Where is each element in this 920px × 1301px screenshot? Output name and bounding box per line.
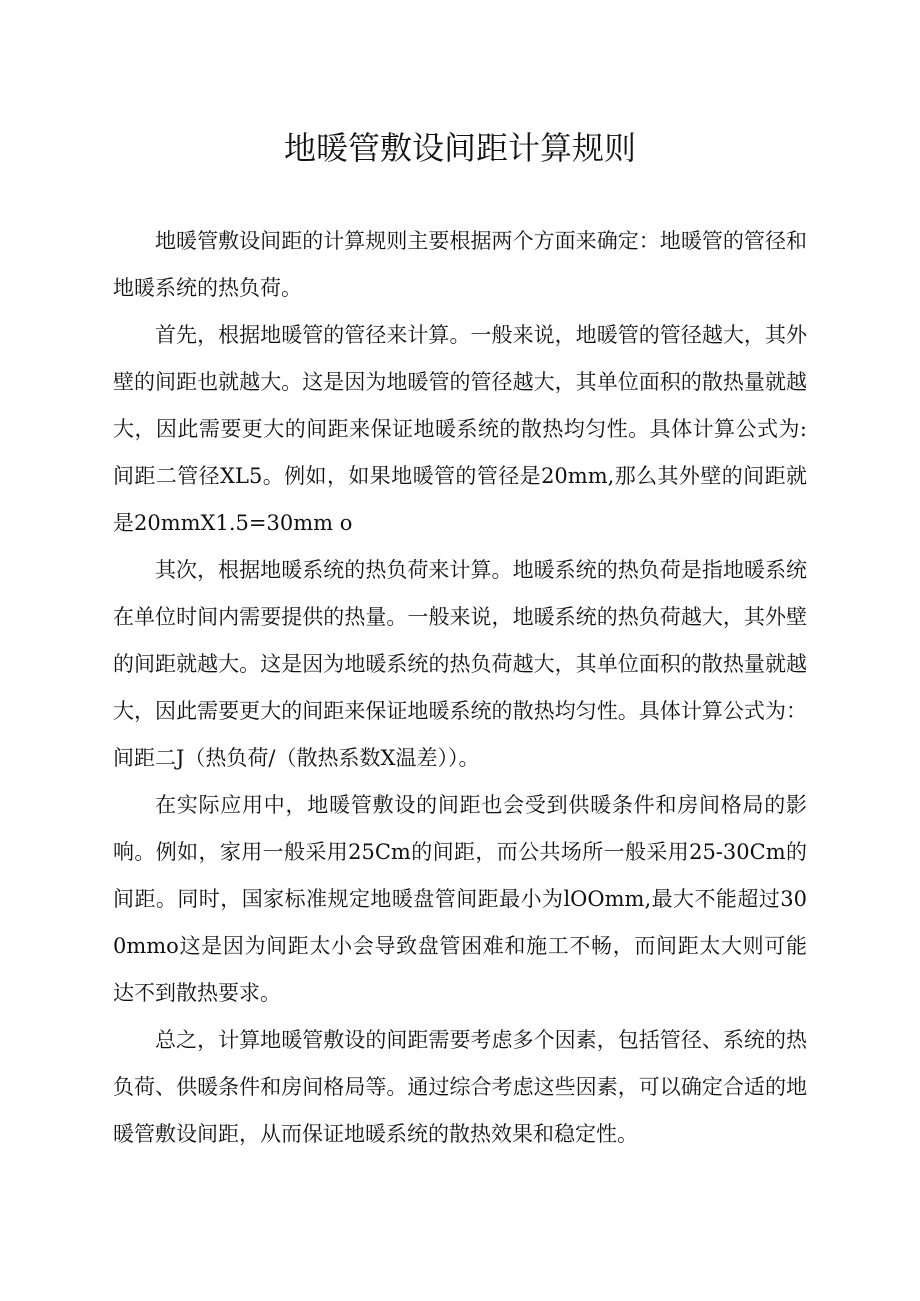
paragraph-pipe-diameter: 首先，根据地暖管的管径来计算。一般来说，地暖管的管径越大，其外壁的间距也就越大。这是因为地暖管的管径越大，其单位面积的散热量就越大，因此需要更大的间距来保证地暖系统的散热均匀性。具体计算公式为:间距二管径XL5。例如，如果地暖管的管径是20mm,那么其外壁的间距就是20mmX1.5=30mm o [113, 323, 807, 535]
document-title: 地暖管敷设间距计算规则 [283, 129, 636, 167]
paragraph-conclusion: 总之，计算地暖管敷设的间距需要考虑多个因素，包括管径、系统的热负荷、供暖条件和房间格局等。通过综合考虑这些因素，可以确定合适的地暖管敷设间距，从而保证地暖系统的散热效果和稳定性。 [113, 1028, 807, 1146]
paragraph-intro: 地暖管敷设间距的计算规则主要根据两个方面来确定：地暖管的管径和地暖系统的热负荷。 [113, 229, 807, 300]
paragraph-practical-application: 在实际应用中，地暖管敷设的间距也会受到供暖条件和房间格局的影响。例如，家用一般采用25Cm的间距，而公共场所一般采用25-30Cm的间距。同时，国家标准规定地暖盘管间距最小为lOOmm,最大不能超过300mmo这是因为间距太小会导致盘管困难和施工不畅，而间距太大则可能达不到散热要求。 [113, 793, 807, 1005]
document-body [113, 218, 807, 1158]
paragraph-heat-load: 其次，根据地暖系统的热负荷来计算。地暖系统的热负荷是指地暖系统在单位时间内需要提供的热量。一般来说，地暖系统的热负荷越大，其外壁的间距就越大。这是因为地暖系统的热负荷越大，其单位面积的散热量就越大，因此需要更大的间距来保证地暖系统的散热均匀性。具体计算公式为：间距二J（热负荷/（散热系数X温差））。 [113, 558, 807, 770]
